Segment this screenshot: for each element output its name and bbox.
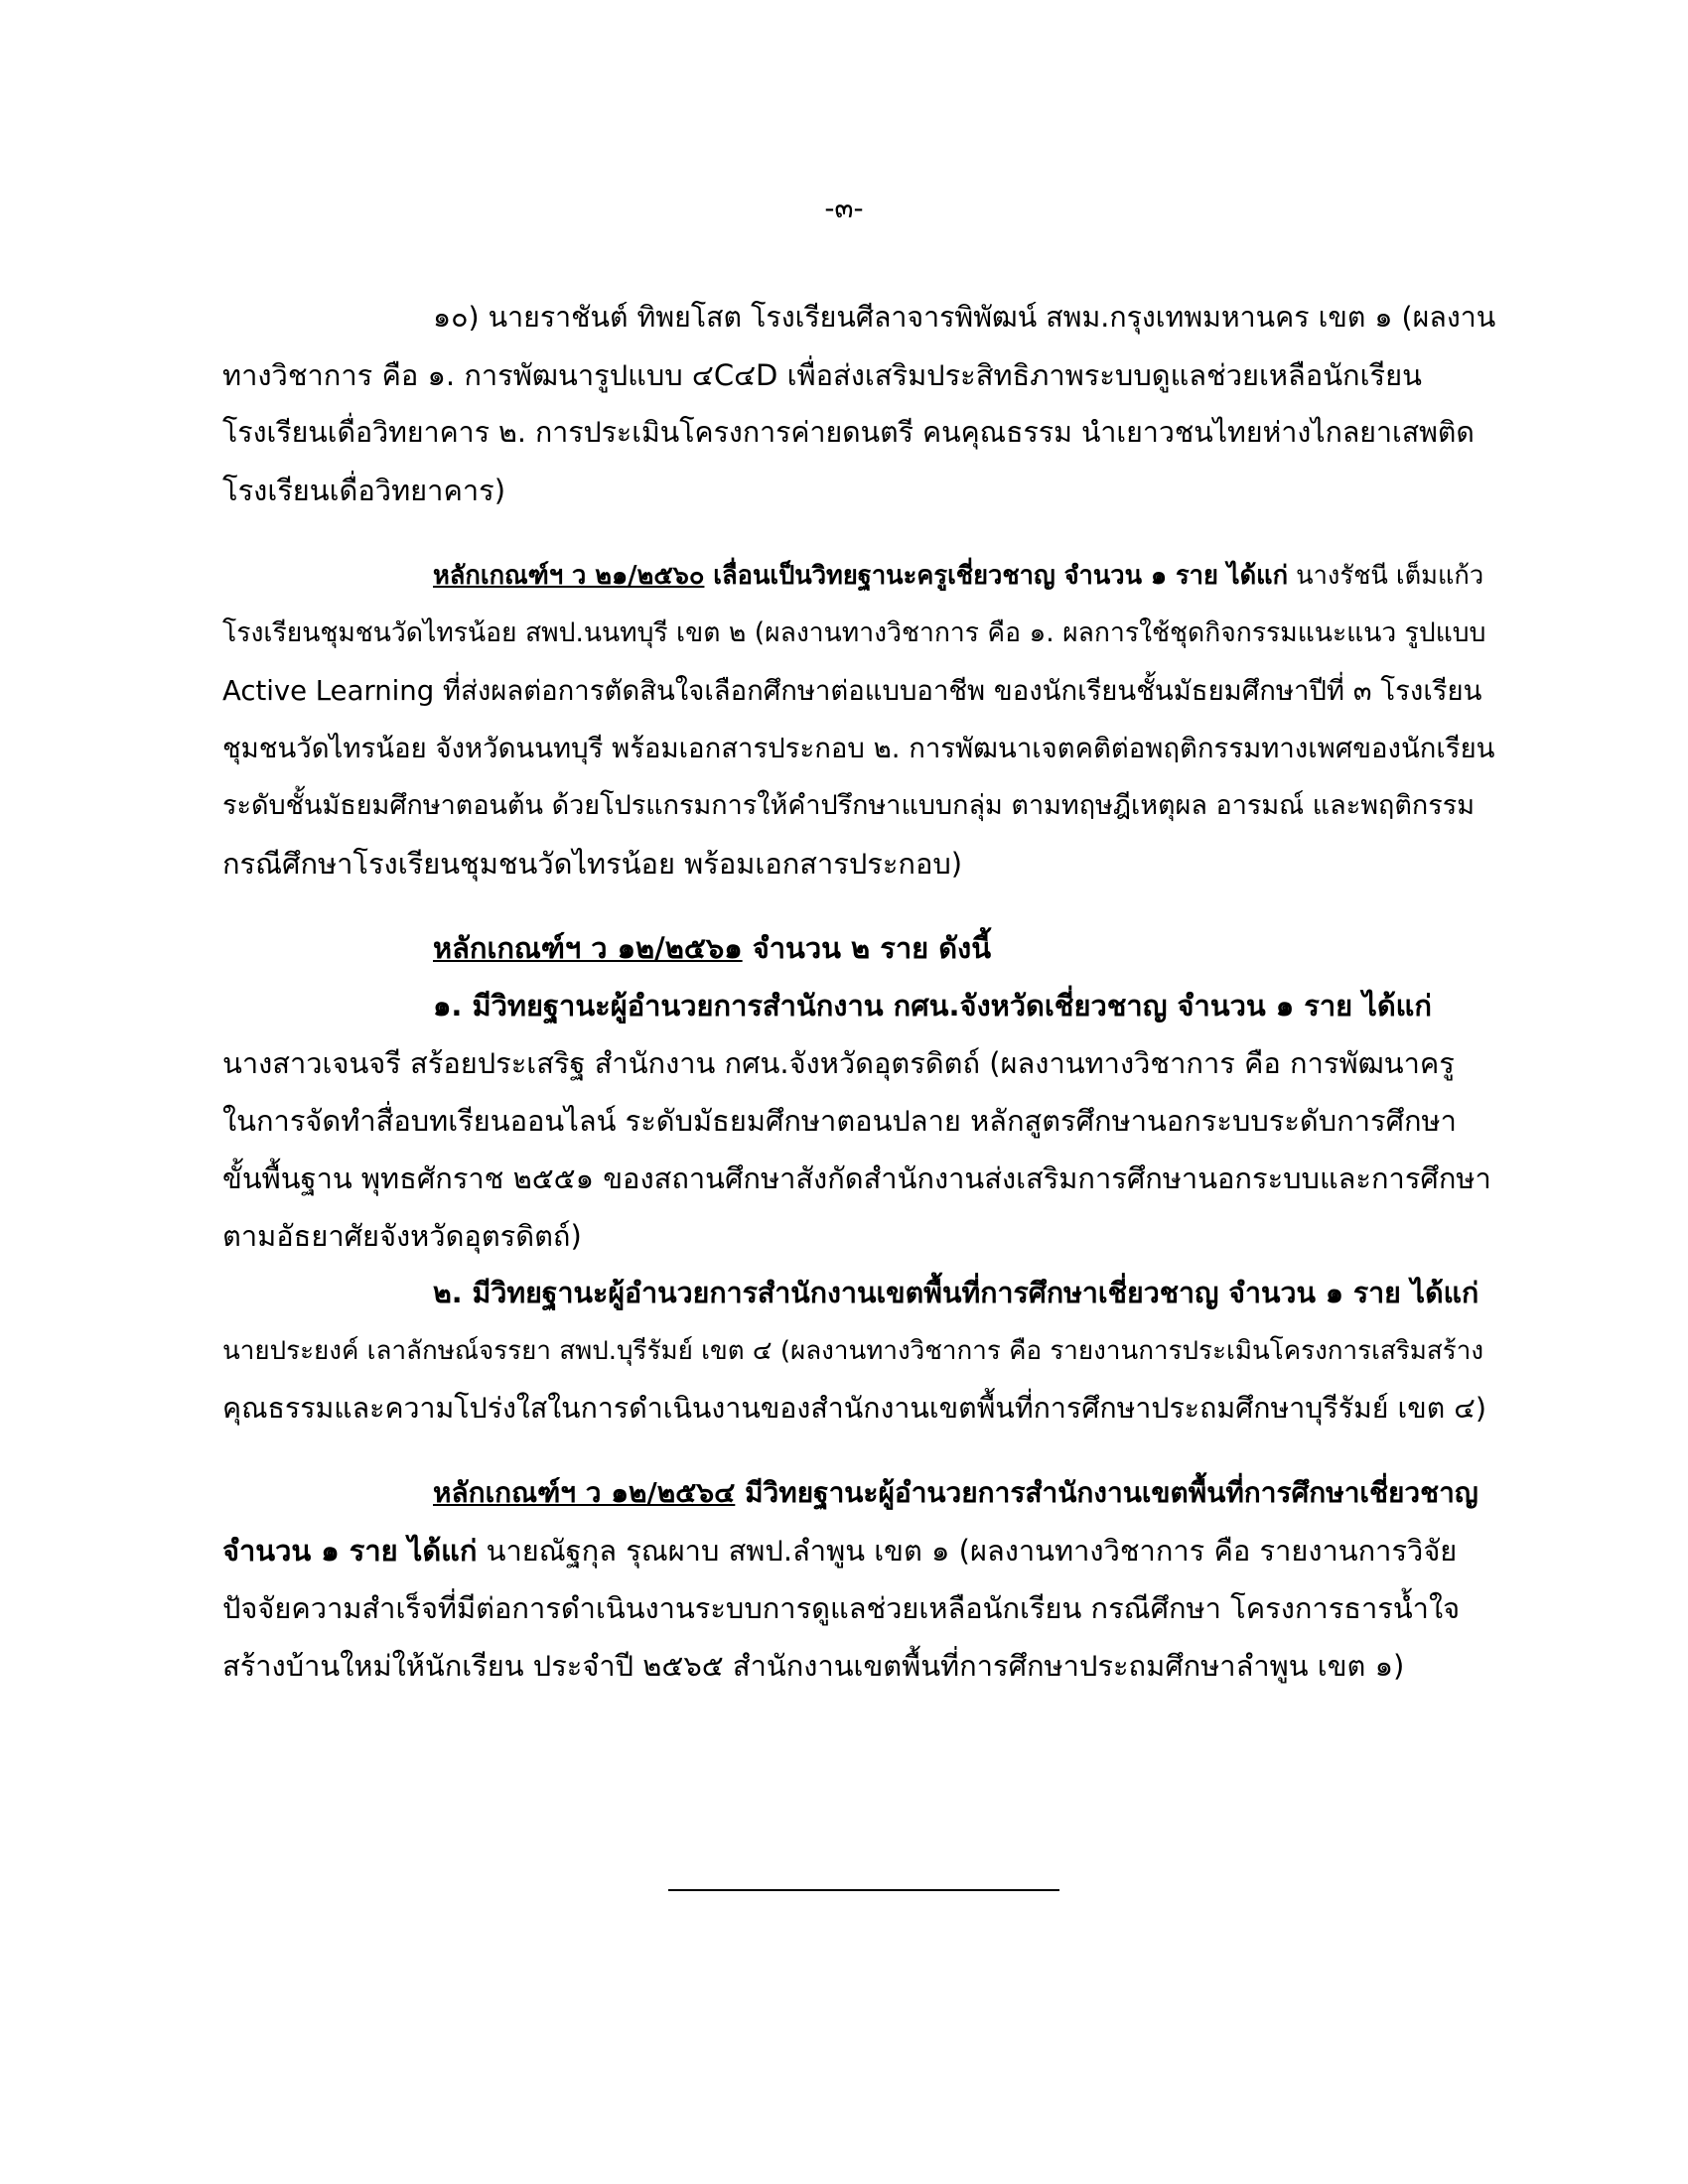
text-line: ชุมชนวัดไทรน้อย จังหวัดนนทบุรี พร้อมเอกสารประกอบ ๒. การพัฒนาเจตคติต่อพฤติกรรมทางเพศของนักเรียน bbox=[222, 733, 1495, 764]
section-heading bbox=[222, 919, 1495, 977]
sub-item-2-title: ๒. มีวิทยฐานะผู้อำนวยการสำนักงานเขตพื้นที่การศึกษาเชี่ยวชาญ จำนวน ๑ ราย ได้แก่ bbox=[433, 1277, 1479, 1309]
bold-heading-text: จำนวน ๒ ราย ดังนี้ bbox=[742, 931, 992, 965]
text-line: ขั้นพื้นฐาน พุทธศักราช ๒๕๕๑ ของสถานศึกษาสังกัดสำนักงานส่งเสริมการศึกษานอกระบบและการศึกษา bbox=[222, 1161, 1491, 1195]
criteria-reference: หลักเกณฑ์ฯ ว ๒๑/๒๕๖๐ bbox=[433, 561, 705, 591]
text-line: สร้างบ้านใหม่ให้นักเรียน ประจำปี ๒๕๖๕ สำนักงานเขตพื้นที่การศึกษาประถมศึกษาลำพูน เขต ๑) bbox=[222, 1649, 1405, 1683]
text-line bbox=[222, 1522, 1495, 1579]
paragraph-criteria-v21-2560 bbox=[222, 547, 1495, 892]
paragraph-criteria-v12-2564 bbox=[222, 1464, 1495, 1695]
text-line: ทางวิชาการ คือ ๑. การพัฒนารูปแบบ ๔C๔D เพื่อส่งเสริมประสิทธิภาพระบบดูแลช่วยเหลือนักเรียน bbox=[222, 358, 1422, 392]
text-line: นางสาวเจนจรี สร้อยประเสริฐ สำนักงาน กศน.จังหวัดอุตรดิตถ์ (ผลงานทางวิชาการ คือ การพัฒนาครู bbox=[222, 1046, 1455, 1080]
sub-item-heading bbox=[222, 977, 1495, 1034]
text-line: นายประยงค์ เลาลักษณ์จรรยา สพป.บุรีรัมย์ เขต ๔ (ผลงานทางวิชาการ คือ รายงานการประเมินโครงการเสริมสร้าง bbox=[222, 1336, 1484, 1366]
bold-heading-text: เลื่อนเป็นวิทยฐานะครูเชี่ยวชาญ จำนวน ๑ ราย ได้แก่ bbox=[704, 561, 1289, 591]
text-line: โรงเรียนเดื่อวิทยาคาร) bbox=[222, 474, 506, 507]
criteria-reference: หลักเกณฑ์ฯ ว ๑๒/๒๕๖๔ bbox=[433, 1476, 736, 1509]
text-line: กรณีศึกษาโรงเรียนชุมชนวัดไทรน้อย พร้อมเอกสารประกอบ) bbox=[222, 847, 963, 881]
text-line: ๑๐) นายราชันต์ ทิพยโสต โรงเรียนศีลาจารพิพัฒน์ สพม.กรุงเทพมหานคร เขต ๑ (ผลงาน bbox=[433, 301, 1495, 334]
text-line bbox=[222, 1464, 1495, 1522]
sub-item-heading bbox=[222, 1265, 1495, 1322]
text-line: โรงเรียนชุมชนวัดไทรน้อย สพป.นนทบุรี เขต ๒ (ผลงานทางวิชาการ คือ ๑. ผลการใช้ชุดกิจกรรมแนะแนว รูปแบบ bbox=[222, 617, 1486, 648]
bold-count-text: จำนวน ๑ ราย ได้แก่ bbox=[222, 1534, 478, 1568]
criteria-reference: หลักเกณฑ์ฯ ว ๑๒/๒๕๖๑ bbox=[433, 931, 743, 965]
paragraph-criteria-v12-2561 bbox=[222, 919, 1495, 1437]
text-line: Active Learning ที่ส่งผลต่อการตัดสินใจเลือกศึกษาต่อแบบอาชีพ ของนักเรียนชั้นมัธยมศึกษาปีที่ ๓ โรงเรียน bbox=[222, 675, 1482, 707]
end-of-document-rule bbox=[668, 1889, 1059, 1891]
text-line: คุณธรรมและความโปร่งใสในการดำเนินงานของสำนักงานเขตพื้นที่การศึกษาประถมศึกษาบุรีรัมย์ เขต ๔) bbox=[222, 1392, 1486, 1425]
bold-heading-text: มีวิทยฐานะผู้อำนวยการสำนักงานเขตพื้นที่การศึกษาเชี่ยวชาญ bbox=[735, 1476, 1478, 1509]
page-number: -๓- bbox=[824, 192, 864, 224]
text-line: โรงเรียนเดื่อวิทยาคาร ๒. การประเมินโครงการค่ายดนตรี คนคุณธรรม นำเยาวชนไทยห่างไกลยาเสพติด bbox=[222, 416, 1475, 449]
text-line: ปัจจัยความสำเร็จที่มีต่อการดำเนินงานระบบการดูแลช่วยเหลือนักเรียน กรณีศึกษา โครงการธารน้ำใจ bbox=[222, 1591, 1461, 1625]
text-line: ตามอัธยาศัยจังหวัดอุตรดิตถ์) bbox=[222, 1219, 582, 1253]
nominee-details: นายณัฐกุล รุณผาบ สพป.ลำพูน เขต ๑ (ผลงานทางวิชาการ คือ รายงานการวิจัย bbox=[477, 1534, 1458, 1568]
text-line: ในการจัดทำสื่อบทเรียนออนไลน์ ระดับมัธยมศึกษาตอนปลาย หลักสูตรศึกษานอกระบบระดับการศึกษา bbox=[222, 1104, 1457, 1138]
text-line bbox=[222, 547, 1495, 605]
nominee-name: นางรัชนี เต็มแก้ว bbox=[1288, 561, 1484, 591]
paragraph-item-10 bbox=[222, 289, 1495, 519]
sub-item-1-title: ๑. มีวิทยฐานะผู้อำนวยการสำนักงาน กศน.จังหวัดเชี่ยวชาญ จำนวน ๑ ราย ได้แก่ bbox=[433, 989, 1432, 1023]
text-line: ระดับชั้นมัธยมศึกษาตอนต้น ด้วยโปรแกรมการให้คำปรึกษาแบบกลุ่ม ตามทฤษฎีเหตุผล อารมณ์ และพฤติกรรม bbox=[222, 790, 1476, 821]
